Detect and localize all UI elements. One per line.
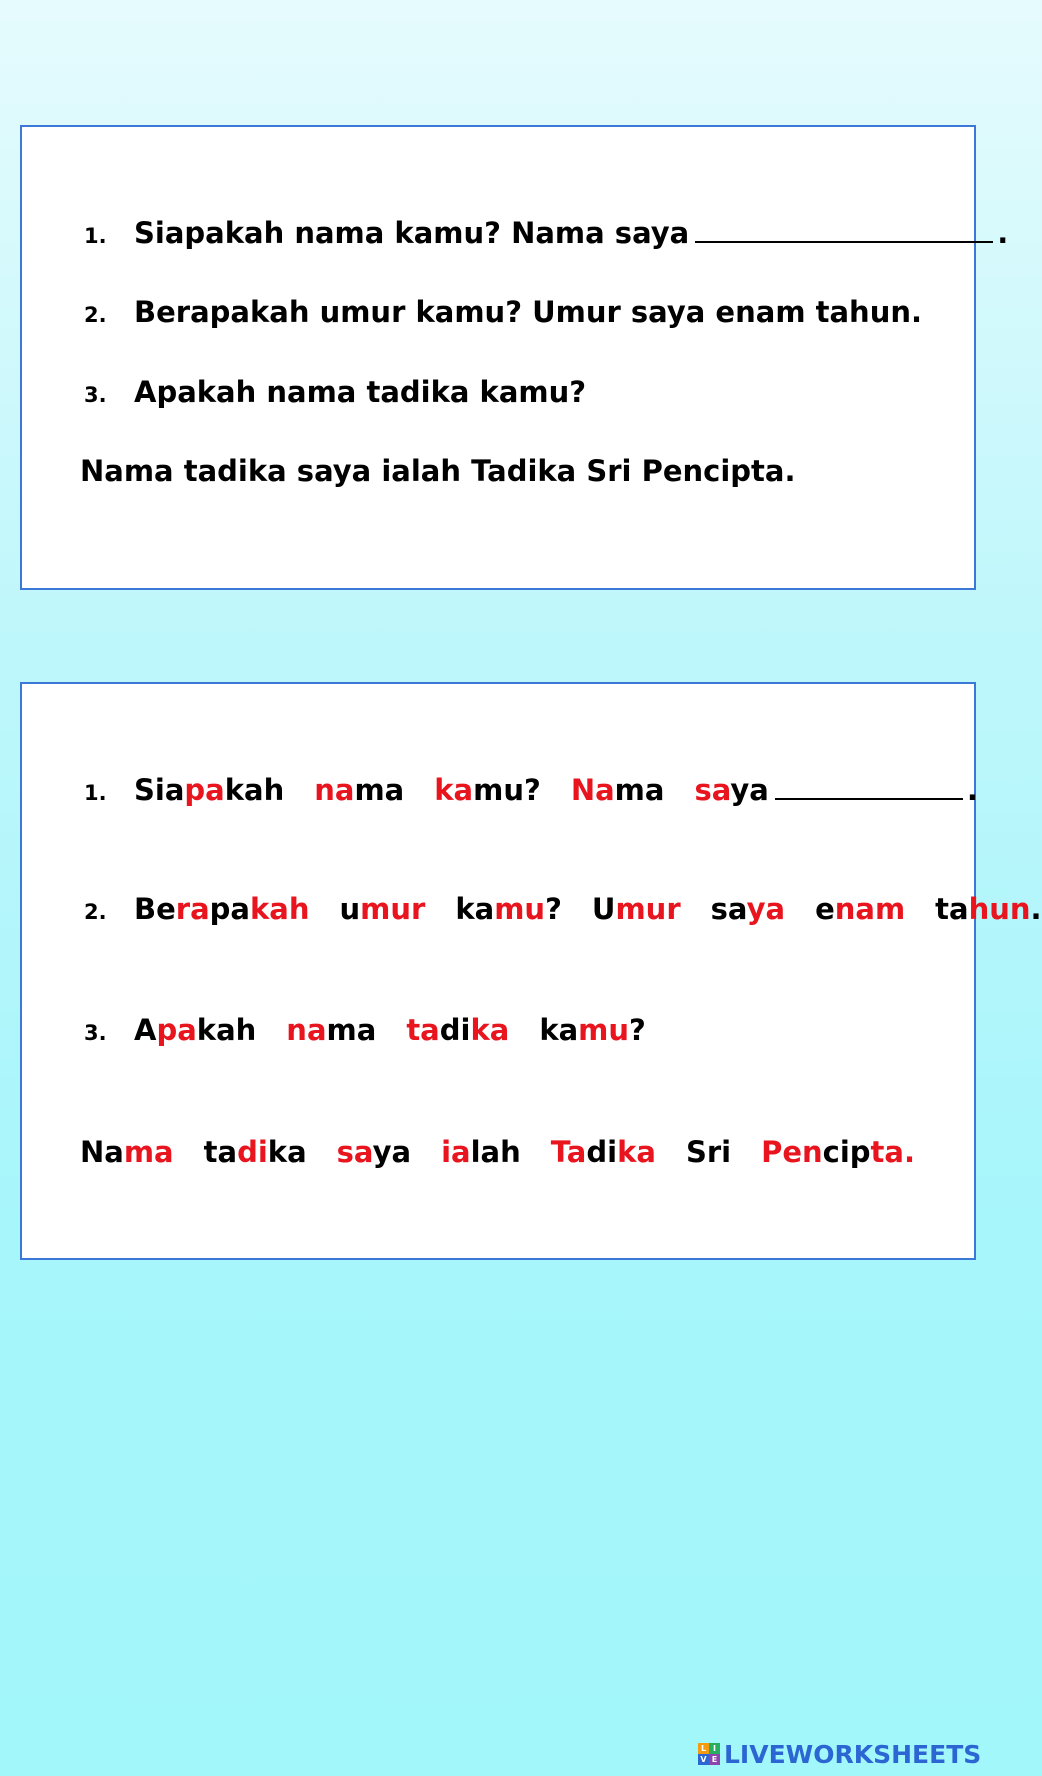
syllable-highlight: pa	[156, 1013, 197, 1047]
syllable-highlight: ra	[175, 892, 210, 926]
word	[455, 891, 562, 927]
syllable: U	[591, 892, 616, 926]
word	[80, 1134, 174, 1170]
syllable: cip	[822, 1135, 871, 1169]
syllable-sentence	[80, 1135, 915, 1169]
syllable: u	[339, 892, 361, 926]
question-3	[84, 374, 964, 413]
logo-letter-l: L	[698, 1743, 709, 1754]
syllable: ?	[545, 892, 562, 926]
syllable-highlight: ya	[746, 892, 786, 926]
syllable-highlight: Ta	[550, 1135, 587, 1169]
syllable-highlight: mur	[360, 892, 426, 926]
answer-prefix: Nama saya	[511, 216, 690, 250]
syllable: e	[815, 892, 835, 926]
question-2	[84, 294, 964, 333]
question-1-syllables	[84, 772, 978, 811]
syllable: kah	[224, 773, 285, 807]
syllable: di	[586, 1135, 618, 1169]
syllable: ma	[614, 773, 665, 807]
syllable-highlight: na	[286, 1013, 327, 1047]
syllable-highlight: hun	[968, 892, 1031, 926]
word	[686, 1134, 731, 1170]
answer-end: .	[997, 216, 1009, 250]
question-3-syllables	[84, 1012, 964, 1051]
word	[539, 1012, 646, 1048]
brand-name: LIVEWORKSHEETS	[724, 1739, 982, 1769]
word	[406, 1012, 509, 1048]
syllable-highlight: kah	[249, 892, 310, 926]
question-number: 2.	[84, 303, 107, 327]
logo-letter-i: I	[709, 1743, 720, 1754]
syllable-sentence	[134, 1013, 646, 1047]
answer-blank[interactable]	[695, 240, 993, 243]
word	[134, 891, 310, 927]
question-2-syllables	[84, 891, 1042, 930]
question-number: 3.	[84, 1021, 107, 1045]
liveworksheets-logo	[698, 1737, 998, 1771]
question-text: Berapakah umur kamu? Umur saya enam tahun.	[134, 295, 923, 329]
syllable: ya	[730, 773, 769, 807]
word	[204, 1134, 307, 1170]
syllable: lah	[470, 1135, 521, 1169]
question-number: 1.	[84, 781, 107, 805]
syllable: ka	[455, 892, 495, 926]
syllable: ta	[935, 892, 969, 926]
word	[694, 772, 768, 808]
syllable-highlight: ta.	[870, 1135, 915, 1169]
syllable-highlight: ta	[406, 1013, 440, 1047]
syllable: Na	[80, 1135, 124, 1169]
syllable-highlight: Na	[570, 773, 615, 807]
answer-3-syllables	[80, 1134, 964, 1170]
syllable-highlight: ka	[617, 1135, 656, 1169]
word	[815, 891, 905, 927]
question-number: 1.	[84, 224, 107, 248]
word	[441, 1134, 521, 1170]
syllable-highlight: Pen	[761, 1135, 823, 1169]
logo-letter-v: V	[698, 1754, 709, 1765]
syllable-highlight: ka	[434, 773, 474, 807]
syllable-sentence	[134, 773, 769, 807]
syllable: Sia	[134, 773, 185, 807]
syllable: ka	[267, 1135, 307, 1169]
word	[286, 1012, 376, 1048]
word	[551, 1134, 656, 1170]
word	[434, 772, 541, 808]
syllable: ma	[354, 773, 405, 807]
syllable-highlight: mu	[494, 892, 546, 926]
syllable: sa	[710, 892, 747, 926]
question-1	[84, 215, 1009, 254]
syllable: Sri	[685, 1135, 732, 1169]
syllable: mu?	[473, 773, 541, 807]
syllable-highlight: ma	[123, 1135, 174, 1169]
question-text: Apakah nama tadika kamu?	[134, 375, 587, 409]
syllable: ka	[539, 1013, 579, 1047]
syllable: ya	[372, 1135, 412, 1169]
syllable: Be	[134, 892, 176, 926]
sentence-card-syllables	[20, 682, 1042, 1260]
syllable-highlight: nam	[834, 892, 906, 926]
word	[134, 772, 284, 808]
answer-end: .	[966, 773, 978, 807]
syllable: ta	[203, 1135, 238, 1169]
syllable: ?	[629, 1013, 646, 1047]
answer-text: Nama tadika saya ialah Tadika Sri Pencipta.	[80, 454, 796, 488]
liveworksheets-icon	[698, 1743, 720, 1765]
answer-3	[80, 453, 964, 489]
word	[340, 891, 426, 927]
syllable: pa	[209, 892, 250, 926]
syllable: A	[134, 1013, 157, 1047]
syllable-highlight: sa	[336, 1135, 373, 1169]
syllable-highlight: ia	[441, 1135, 471, 1169]
word	[314, 772, 404, 808]
logo-letter-e: E	[709, 1754, 720, 1765]
syllable-sentence	[134, 892, 1042, 926]
syllable: .	[1030, 892, 1042, 926]
word	[571, 772, 665, 808]
syllable-highlight: di	[237, 1135, 268, 1169]
syllable-highlight: mur	[615, 892, 681, 926]
sentence-card-plain	[20, 125, 1009, 590]
syllable-highlight: mu	[578, 1013, 630, 1047]
syllable-highlight: sa	[694, 773, 731, 807]
question-text: Siapakah nama kamu?	[134, 216, 501, 250]
word	[935, 891, 1041, 927]
syllable-highlight: na	[314, 773, 355, 807]
word	[711, 891, 785, 927]
question-number: 2.	[84, 900, 107, 924]
syllable: kah	[196, 1013, 257, 1047]
question-number: 3.	[84, 383, 107, 407]
word	[337, 1134, 411, 1170]
answer-blank[interactable]	[775, 797, 963, 800]
word	[134, 1012, 256, 1048]
syllable: di	[439, 1013, 471, 1047]
syllable-highlight: pa	[184, 773, 225, 807]
syllable: ma	[326, 1013, 377, 1047]
syllable-highlight: ka	[470, 1013, 510, 1047]
word	[592, 891, 681, 927]
word	[761, 1134, 915, 1170]
